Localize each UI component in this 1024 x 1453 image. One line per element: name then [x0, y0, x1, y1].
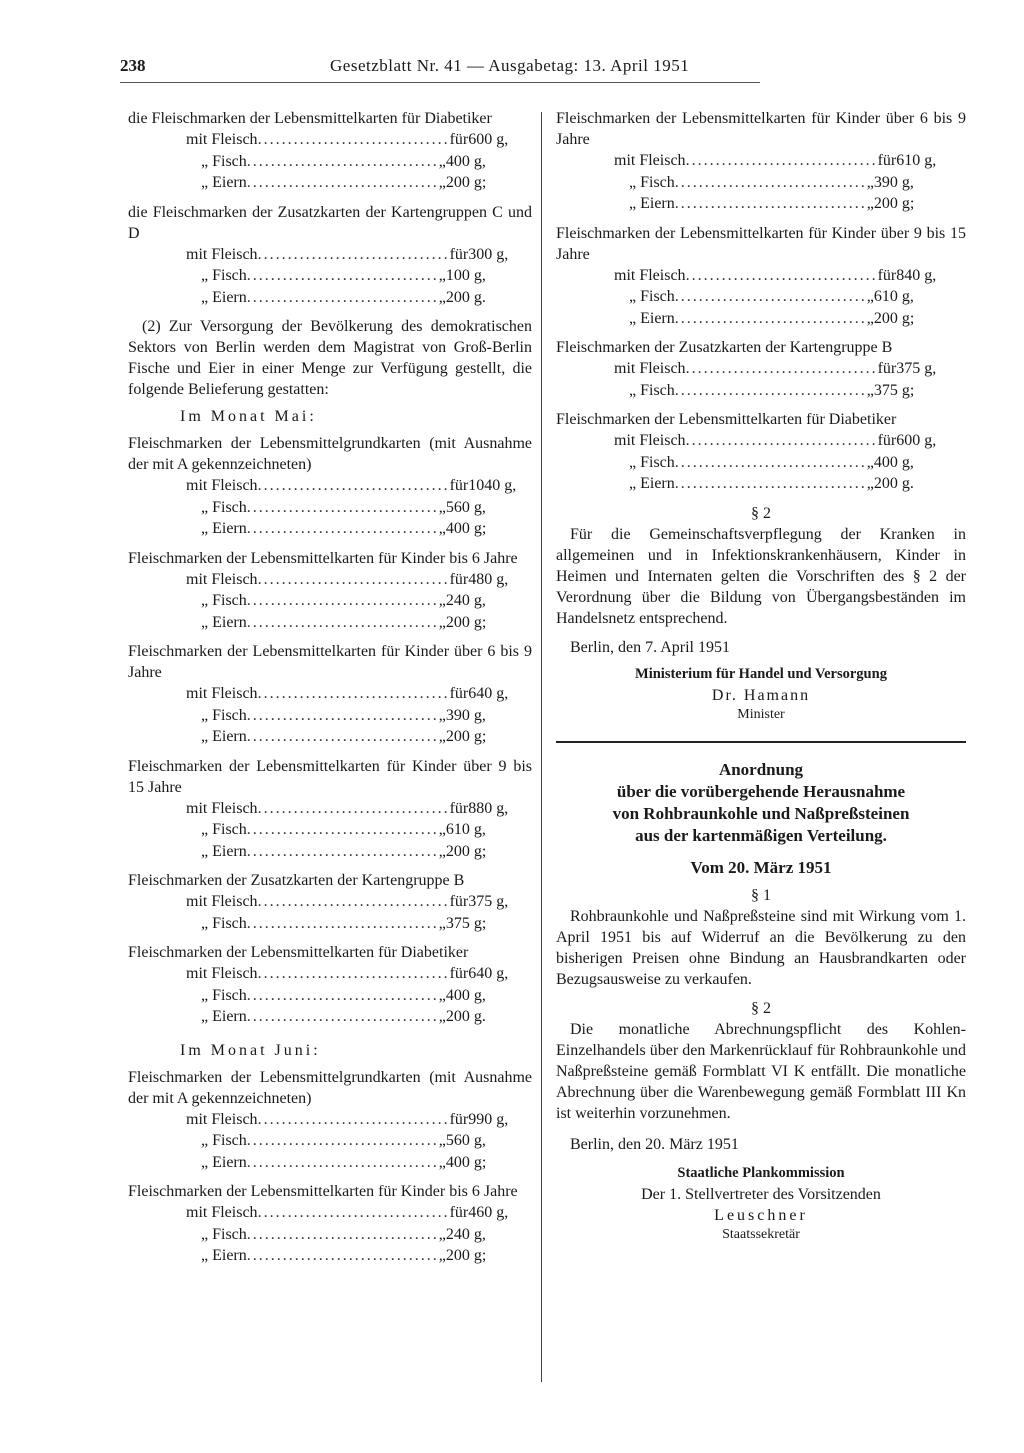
date-berlin-april: Berlin, den 7. April 1951 — [570, 638, 730, 656]
ration-table — [556, 150, 966, 215]
section-2-heading: § 2 — [751, 504, 771, 522]
ration-item: „ Eiern — [629, 195, 675, 212]
leader-dots: ................................ — [674, 173, 867, 191]
ration-item: „ Eiern — [201, 174, 247, 191]
block-caption: Fleischmarken der Zusatzkarten der Kartengruppe B — [556, 339, 893, 356]
ration-row — [186, 1202, 509, 1224]
ration-unit: g; — [901, 381, 915, 399]
block-caption: Fleischmarken der Lebensmittelkarten für Kinder über 6 bis 9 Jahre — [556, 110, 966, 148]
ration-item: mit Fleisch — [186, 1204, 258, 1221]
ration-prep: „ — [438, 152, 446, 170]
ration-amount: 400 — [445, 986, 470, 1004]
ration-unit: g; — [473, 1247, 487, 1264]
signer-leuschner: Leuschner — [714, 1206, 808, 1224]
ration-row — [186, 985, 486, 1007]
leader-dots: ................................ — [246, 152, 439, 170]
ration-item: mit Fleisch — [186, 477, 258, 494]
block-caption: Fleischmarken der Lebensmittelkarten für Kinder bis 6 Jahre — [128, 549, 518, 567]
ration-amount: 1040 — [468, 477, 501, 494]
leader-dots: ................................ — [257, 965, 450, 982]
section-1-text: Rohbraunkohle und Naßpreßsteine sind mit Wirkung vom 1. April 1951 bis auf Widerruf an die Bevölkerung zu den bisherigen Preisen ohne Bindung an Hausbrandkarten oder Bezugsausweise zu verkaufen. — [556, 907, 966, 988]
leader-dots: ................................ — [246, 613, 439, 631]
ration-prep: „ — [438, 288, 446, 306]
ration-table — [128, 1109, 532, 1174]
ration-table — [556, 430, 966, 495]
ration-prep: „ — [438, 842, 446, 860]
ration-amount: 640 — [468, 965, 493, 982]
ration-row — [614, 430, 937, 452]
leader-dots: ................................ — [685, 152, 878, 169]
ration-row — [614, 150, 937, 172]
leader-dots: ................................ — [674, 381, 867, 399]
ration-prep: für — [877, 152, 897, 169]
ration-amount: 400 — [445, 1153, 470, 1171]
ration-amount: 400 — [445, 152, 470, 170]
ordinance-date: Vom 20. März 1951 — [690, 857, 832, 877]
ration-amount: 610 — [896, 152, 921, 169]
paragraph-2: (2) Zur Versorgung der Bevölkerung des demokratischen Sektors von Berlin werden dem Magistrat von Groß-Berlin Fische und Eier in einer Menge zur Verfügung gestellt, die folgende Belieferung gestatten: — [128, 318, 532, 398]
ration-prep: „ — [866, 288, 874, 305]
ration-amount: 300 — [468, 245, 493, 263]
ration-item: „ Fisch — [201, 1132, 247, 1149]
ration-item: „ Fisch — [201, 1225, 247, 1243]
ration-table — [556, 265, 966, 330]
ration-unit: g, — [496, 799, 509, 817]
ration-unit: g, — [924, 360, 937, 377]
ration-row — [186, 265, 486, 287]
section-rule — [556, 741, 966, 743]
block-caption: Fleischmarken der Lebensmittelkarten für Kinder über 9 bis 15 Jahre — [556, 224, 966, 263]
ration-prep: für — [877, 432, 897, 449]
leader-dots: ................................ — [257, 799, 450, 817]
ration-prep: „ — [438, 520, 446, 537]
ration-unit: g, — [901, 453, 914, 471]
ration-row — [614, 452, 914, 474]
ration-unit: g; — [473, 174, 487, 191]
ration-unit: g, — [496, 965, 509, 982]
ration-amount: 100 — [445, 267, 470, 284]
leader-dots: ................................ — [246, 1008, 439, 1025]
ration-amount: 610 — [445, 821, 470, 838]
leader-dots: ................................ — [246, 520, 439, 537]
ration-amount: 200 — [445, 613, 470, 631]
plan-commission: Staatliche Plankommission — [677, 1164, 845, 1181]
ration-item: mit Fleisch — [186, 685, 258, 702]
leader-dots: ................................ — [257, 131, 450, 148]
ration-item: „ Eiern — [629, 475, 675, 492]
leader-dots: ................................ — [257, 570, 450, 588]
ration-item: mit Fleisch — [614, 152, 686, 169]
leader-dots: ................................ — [246, 267, 439, 284]
ration-item: „ Fisch — [201, 267, 247, 284]
leader-dots: ................................ — [246, 706, 439, 724]
leader-dots: ................................ — [246, 1247, 439, 1264]
ration-row — [186, 913, 487, 935]
ration-prep: „ — [438, 1132, 446, 1149]
ration-row — [186, 963, 509, 985]
ration-item: „ Fisch — [201, 152, 247, 170]
ration-unit: g. — [473, 1008, 486, 1025]
ration-item: „ Eiern — [201, 1008, 247, 1025]
leader-dots: ................................ — [246, 914, 439, 932]
ration-prep: „ — [438, 1008, 446, 1025]
ration-row — [614, 193, 915, 215]
ration-row — [186, 172, 487, 194]
ration-item: „ Eiern — [201, 520, 247, 537]
ration-row — [614, 308, 915, 330]
leader-dots: ................................ — [257, 893, 450, 910]
ration-prep: „ — [438, 613, 446, 631]
ration-item: mit Fleisch — [614, 266, 686, 284]
ration-unit: g, — [901, 173, 914, 191]
ration-item: „ Eiern — [201, 1153, 247, 1171]
ration-row — [186, 497, 486, 519]
block-caption: die Fleischmarken der Zusatzkarten der Kartengruppen C und D — [128, 203, 532, 242]
ration-prep: für — [449, 1110, 469, 1128]
leader-dots: ................................ — [685, 360, 878, 377]
ration-prep: „ — [866, 453, 874, 471]
section-2b-text: Die monatliche Abrechnungspflicht des Kohlen-Einzelhandels über den Markenrücklauf für Rohbraunkohle und Naßpreßsteine gemäß Formblatt VI K entfällt. Die monatliche Abrechnung über die Warenbewegung gemäß Formblatt III Kn ist weiterhin vorzunehmen. — [556, 1020, 966, 1122]
ration-prep: „ — [438, 174, 446, 191]
headline-line: über die vorübergehende Herausnahme — [616, 781, 906, 801]
ration-row — [186, 841, 487, 863]
ration-table — [128, 963, 532, 1028]
ration-amount: 600 — [896, 432, 921, 449]
ration-row — [186, 518, 487, 540]
ration-unit: g, — [473, 152, 486, 170]
leader-dots: ................................ — [246, 498, 439, 516]
ration-row — [614, 473, 914, 495]
ration-unit: g; — [473, 728, 487, 745]
ration-table — [128, 475, 532, 540]
ration-amount: 375 — [873, 381, 898, 399]
block-caption: Fleischmarken der Lebensmittelkarten für Kinder bis 6 Jahre — [128, 1183, 518, 1200]
ration-unit: g, — [473, 821, 486, 838]
ration-unit: g. — [473, 288, 486, 306]
ration-amount: 990 — [468, 1110, 493, 1128]
ration-unit: g; — [473, 914, 487, 932]
leader-dots: ................................ — [246, 174, 439, 191]
ministry-name: Ministerium für Handel und Versorgung — [635, 665, 887, 682]
ration-item: „ Fisch — [201, 592, 247, 609]
column-divider — [541, 112, 542, 1382]
ration-amount: 880 — [468, 799, 493, 817]
ration-item: mit Fleisch — [186, 799, 258, 817]
ration-unit: g; — [473, 613, 487, 631]
ration-unit: g, — [901, 288, 914, 305]
ration-unit: g, — [473, 267, 486, 284]
month-heading-may: Im Monat Mai: — [180, 408, 317, 425]
ration-amount: 200 — [445, 728, 470, 745]
section-2b-heading: § 2 — [751, 999, 771, 1017]
ration-unit: g; — [473, 842, 487, 860]
ration-row — [186, 612, 487, 634]
leader-dots: ................................ — [257, 477, 450, 494]
leader-dots: ................................ — [246, 986, 439, 1004]
ration-amount: 375 — [445, 914, 470, 932]
ration-item: mit Fleisch — [614, 432, 686, 449]
ration-amount: 390 — [445, 706, 470, 724]
ration-item: „ Fisch — [201, 498, 247, 516]
ration-row — [186, 569, 509, 591]
ration-row — [186, 475, 517, 497]
ration-table — [128, 798, 532, 863]
date-berlin-march: Berlin, den 20. März 1951 — [570, 1135, 739, 1153]
ration-item: mit Fleisch — [614, 360, 686, 377]
ration-table — [128, 244, 532, 309]
ration-prep: für — [449, 1204, 469, 1221]
ration-amount: 400 — [445, 520, 470, 537]
ration-row — [186, 705, 486, 727]
ration-table — [128, 569, 532, 634]
leader-dots: ................................ — [674, 288, 867, 305]
ration-prep: für — [449, 893, 469, 910]
block-caption: die Fleischmarken der Lebensmittelkarten für Diabetiker — [128, 110, 492, 127]
ration-unit: g; — [901, 309, 915, 327]
ration-unit: g, — [473, 1225, 486, 1243]
leader-dots: ................................ — [246, 1225, 439, 1243]
gazette-title: Gesetzblatt Nr. 41 — Ausgabetag: 13. April 1951 — [330, 56, 690, 75]
ration-item: „ Eiern — [201, 288, 247, 306]
ration-unit: g, — [496, 570, 509, 588]
ration-item: „ Eiern — [201, 842, 247, 860]
signer-leuschner-title: Staatssekretär — [722, 1226, 800, 1242]
ration-row — [186, 1152, 487, 1174]
leader-dots: ................................ — [257, 245, 450, 263]
ration-prep: „ — [438, 592, 446, 609]
ration-item: „ Fisch — [201, 821, 247, 838]
ration-amount: 390 — [873, 173, 898, 191]
ration-unit: g, — [473, 592, 486, 609]
ration-unit: g, — [473, 498, 486, 516]
leader-dots: ................................ — [246, 728, 439, 745]
ration-unit: g, — [473, 986, 486, 1004]
signer-hamann: Dr. Hamann — [711, 686, 811, 704]
ration-unit: g. — [901, 475, 914, 492]
ration-item: mit Fleisch — [186, 245, 258, 263]
ration-prep: für — [449, 685, 469, 702]
month-heading-june: Im Monat Juni: — [180, 1041, 321, 1059]
ration-row — [186, 683, 509, 705]
leader-dots: ................................ — [246, 1132, 439, 1149]
ration-unit: g, — [496, 1110, 509, 1128]
ration-prep: „ — [438, 986, 446, 1004]
leader-dots: ................................ — [246, 821, 439, 838]
ration-amount: 610 — [873, 288, 898, 305]
signer-hamann-title: Minister — [737, 706, 785, 722]
ration-prep: für — [449, 570, 469, 588]
block-caption: Fleischmarken der Lebensmittelkarten für Diabetiker — [128, 944, 469, 961]
leader-dots: ................................ — [674, 309, 867, 327]
ration-unit: g, — [473, 1132, 486, 1149]
ration-unit: g, — [924, 432, 937, 449]
ration-prep: „ — [438, 1153, 446, 1171]
ration-amount: 200 — [445, 842, 470, 860]
ration-amount: 200 — [445, 1247, 470, 1264]
commission-deputy: Der 1. Stellvertreter des Vorsitzenden — [641, 1185, 881, 1203]
ration-prep: für — [449, 245, 469, 263]
ration-row — [186, 1245, 487, 1267]
ration-prep: „ — [866, 309, 874, 327]
leader-dots: ................................ — [246, 592, 439, 609]
block-caption: Fleischmarken der Lebensmittelgrundkarten (mit Ausnahme der mit A gekennzeichneten) — [128, 1068, 532, 1107]
ration-item: mit Fleisch — [186, 1110, 258, 1128]
section-2-text: Für die Gemeinschaftsverpflegung der Kranken in allgemeinen und in Infektionskrankenhäusern, Kinder in Heimen und Internaten gelten die Vorschriften des § 2 der Verordnung über die Bildung von Übergangsbeständen im Handelsnetz entsprechend. — [556, 525, 966, 627]
ration-item: „ Eiern — [201, 728, 247, 745]
page-number: 238 — [120, 56, 146, 75]
ration-row — [614, 380, 915, 402]
ordinance-headline — [556, 759, 966, 847]
ration-prep: „ — [438, 914, 446, 932]
ration-item: „ Fisch — [201, 914, 247, 932]
ration-item: „ Eiern — [629, 309, 675, 327]
ration-unit: g, — [924, 152, 937, 169]
ration-row — [186, 1109, 509, 1131]
ration-row — [614, 358, 937, 380]
ration-amount: 200 — [873, 475, 898, 492]
ration-prep: „ — [866, 173, 874, 191]
leader-dots: ................................ — [685, 266, 878, 284]
ration-item: „ Fisch — [629, 173, 675, 191]
ration-item: „ Eiern — [201, 1247, 247, 1264]
ration-unit: g; — [473, 520, 487, 537]
block-caption: Fleischmarken der Lebensmittelgrundkarten (mit Ausnahme der mit A gekennzeichneten) — [128, 435, 532, 473]
ration-row — [186, 590, 486, 612]
ration-item: „ Eiern — [201, 613, 247, 631]
leader-dots: ................................ — [246, 288, 439, 306]
ration-row — [186, 1130, 486, 1152]
ration-item: mit Fleisch — [186, 893, 258, 910]
ration-prep: „ — [438, 498, 446, 516]
headline-line: aus der kartenmäßigen Verteilung. — [635, 825, 887, 845]
left-column — [128, 108, 532, 1267]
ration-prep: für — [449, 477, 469, 494]
ration-prep: für — [449, 799, 469, 817]
leader-dots: ................................ — [257, 1110, 450, 1128]
leader-dots: ................................ — [674, 195, 867, 212]
ration-amount: 200 — [445, 174, 470, 191]
ration-table — [128, 683, 532, 748]
ration-prep: „ — [866, 475, 874, 492]
headline-line: Anordnung — [718, 759, 804, 779]
ration-unit: g, — [473, 706, 486, 724]
block-caption: Fleischmarken der Lebensmittelkarten für Diabetiker — [556, 411, 897, 428]
headline-line: von Rohbraunkohle und Naßpreßsteinen — [612, 803, 910, 823]
ration-item: „ Fisch — [629, 453, 675, 471]
section-1-heading: § 1 — [751, 886, 771, 904]
ration-row — [186, 287, 486, 309]
ration-unit: g; — [901, 195, 915, 212]
ration-item: „ Fisch — [201, 986, 247, 1004]
ration-row — [186, 798, 509, 820]
ration-prep: „ — [866, 195, 874, 212]
ration-item: „ Fisch — [629, 288, 675, 305]
ration-row — [186, 151, 486, 173]
leader-dots: ................................ — [674, 453, 867, 471]
block-caption: Fleischmarken der Zusatzkarten der Kartengruppe B — [128, 872, 465, 889]
ration-row — [186, 129, 509, 151]
ration-unit: g, — [496, 245, 509, 263]
ration-row — [614, 265, 937, 287]
page-header — [120, 55, 760, 83]
ration-prep: „ — [438, 728, 446, 745]
ration-amount: 600 — [468, 131, 493, 148]
right-column — [556, 108, 966, 1243]
ration-amount: 560 — [445, 1132, 470, 1149]
ration-item: mit Fleisch — [186, 965, 258, 982]
ration-row — [614, 286, 914, 308]
leader-dots: ................................ — [674, 475, 867, 492]
ration-table — [128, 129, 532, 194]
ration-item: „ Fisch — [201, 706, 247, 724]
ration-table — [556, 358, 966, 401]
ration-row — [186, 891, 509, 913]
ration-table — [128, 1202, 532, 1267]
ration-amount: 240 — [445, 592, 470, 609]
ration-unit: g, — [496, 1204, 509, 1221]
ration-row — [186, 244, 509, 266]
ration-amount: 460 — [468, 1204, 493, 1221]
ration-prep: „ — [438, 1247, 446, 1264]
ration-prep: für — [449, 131, 469, 148]
leader-dots: ................................ — [257, 1204, 450, 1221]
ration-prep: „ — [438, 706, 446, 724]
ration-amount: 240 — [445, 1225, 470, 1243]
ration-prep: „ — [438, 821, 446, 838]
ration-unit: g, — [504, 477, 517, 494]
ration-amount: 200 — [873, 309, 898, 327]
ration-item: „ Fisch — [629, 381, 675, 399]
ration-row — [614, 172, 914, 194]
ration-item: mit Fleisch — [186, 131, 258, 148]
leader-dots: ................................ — [246, 842, 439, 860]
ration-prep: für — [877, 266, 897, 284]
ration-amount: 200 — [873, 195, 898, 212]
ration-amount: 640 — [468, 685, 493, 702]
ration-prep: „ — [438, 267, 446, 284]
ration-table — [128, 891, 532, 934]
block-caption: Fleischmarken der Lebensmittelkarten für Kinder über 6 bis 9 Jahre — [128, 643, 532, 681]
block-caption: Fleischmarken der Lebensmittelkarten für Kinder über 9 bis 15 Jahre — [128, 757, 532, 796]
ration-row — [186, 1006, 486, 1028]
leader-dots: ................................ — [257, 685, 450, 702]
ration-unit: g, — [496, 131, 509, 148]
ration-row — [186, 726, 487, 748]
ration-amount: 400 — [873, 453, 898, 471]
ration-unit: g, — [496, 685, 509, 702]
ration-unit: g; — [473, 1153, 487, 1171]
ration-prep: „ — [438, 1225, 446, 1243]
ration-amount: 560 — [445, 498, 470, 516]
ration-amount: 480 — [468, 570, 493, 588]
ration-prep: „ — [866, 381, 874, 399]
ration-amount: 840 — [896, 266, 921, 284]
ration-amount: 375 — [896, 360, 921, 377]
ration-prep: für — [449, 965, 469, 982]
ration-prep: für — [877, 360, 897, 377]
ration-unit: g, — [496, 893, 509, 910]
ration-amount: 200 — [445, 1008, 470, 1025]
ration-item: mit Fleisch — [186, 570, 258, 588]
ration-amount: 375 — [468, 893, 493, 910]
leader-dots: ................................ — [685, 432, 878, 449]
ration-row — [186, 819, 486, 841]
ration-row — [186, 1224, 486, 1246]
leader-dots: ................................ — [246, 1153, 439, 1171]
ration-amount: 200 — [445, 288, 470, 306]
ration-unit: g, — [924, 266, 937, 284]
